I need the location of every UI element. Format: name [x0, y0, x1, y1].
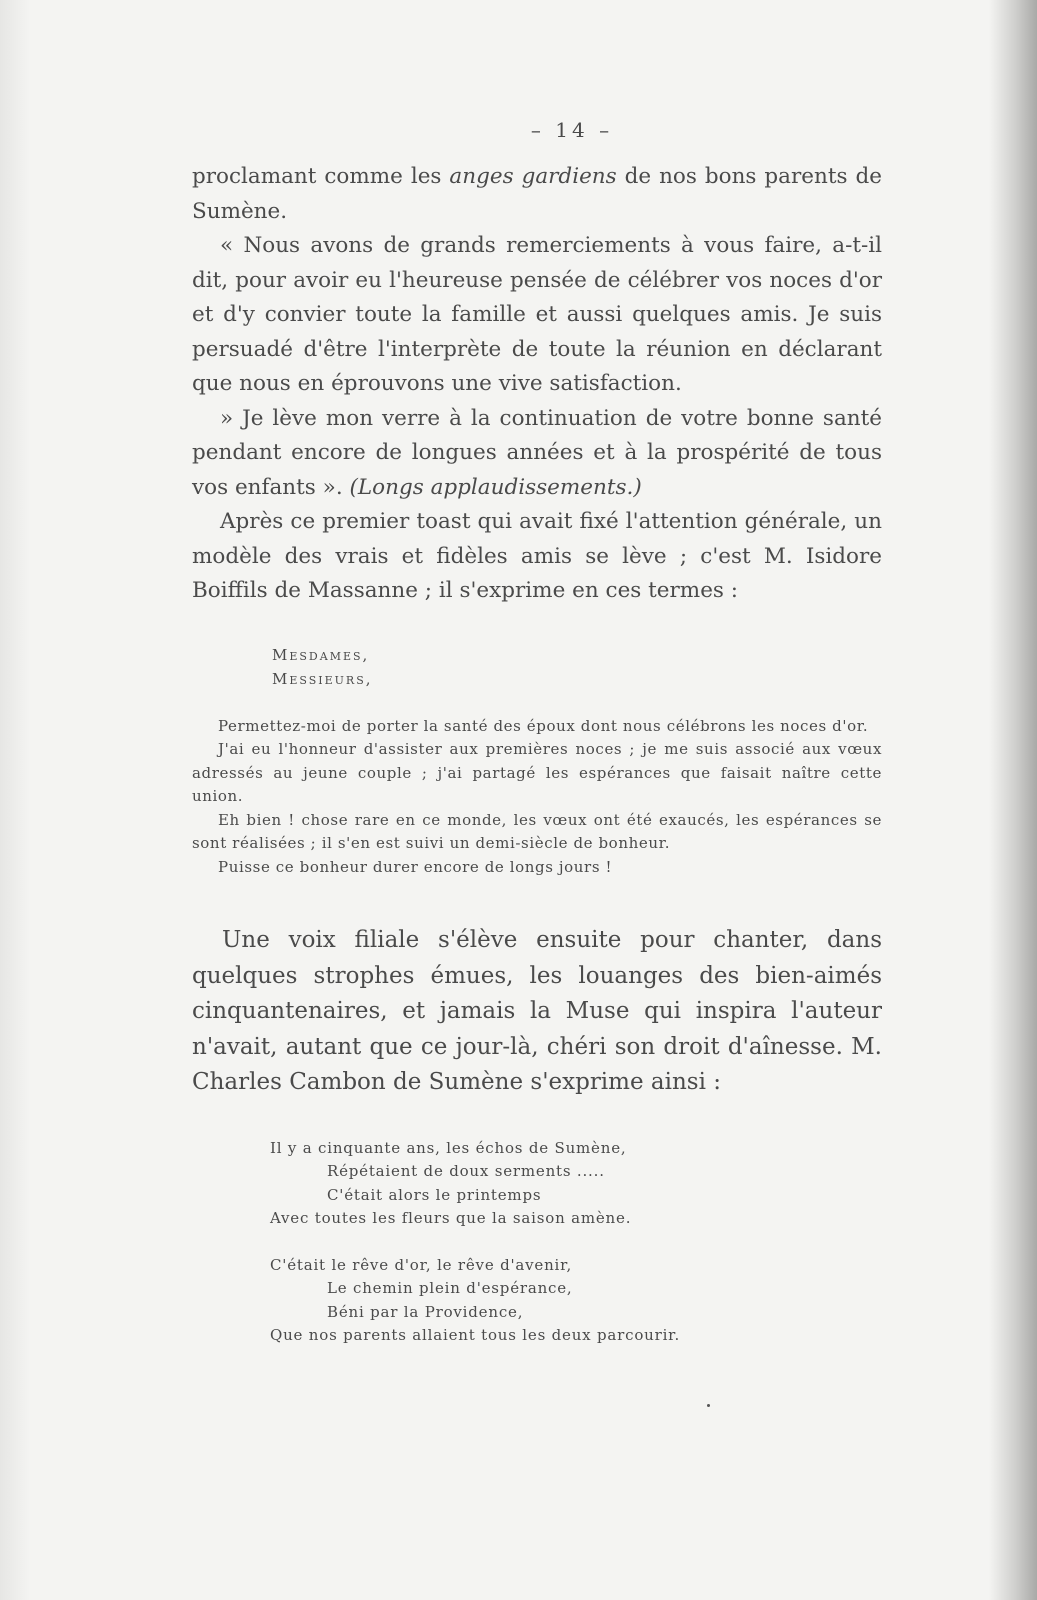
salutation-mesdames: Mesdames,: [272, 645, 370, 664]
poem-verse: Que nos parents allaient tous les deux parcourir.: [270, 1326, 681, 1344]
scan-right-edge: [989, 0, 1037, 1600]
section-gap: [192, 879, 882, 923]
poem-verse: Répétaient de doux serments .....: [327, 1162, 605, 1180]
paragraph-continuation-start: proclamant comme les: [192, 164, 450, 189]
toast-closing-paragraph: [192, 402, 882, 506]
speech-paragraph-2: J'ai eu l'honneur d'assister aux premières noces ; je me suis associé aux vœux adressés au jeune couple ; j'ai partagé les espérances que faisait naître cette union.: [192, 740, 882, 805]
salutation-messieurs: Messieurs,: [272, 669, 373, 688]
speech-paragraph-4: Puisse ce bonheur durer encore de longs jours !: [218, 857, 613, 876]
scan-left-edge: [0, 0, 30, 1600]
poem-verse: Il y a cinquante ans, les échos de Sumène,: [270, 1138, 627, 1157]
poem-stanza-1: [192, 1137, 882, 1231]
poem-verse: C'était alors le printemps: [327, 1185, 542, 1204]
speech-paragraph-1: Permettez-moi de porter la santé des époux dont nous célébrons les noces d'or.: [218, 716, 869, 735]
paragraph-continuation: [192, 160, 882, 229]
poem-verse: Avec toutes les fleurs que la saison amène.: [270, 1209, 632, 1227]
anges-gardiens-phrase: anges gardiens: [449, 164, 617, 189]
ink-speck: [707, 1404, 710, 1407]
poem-stanza-2: [192, 1254, 882, 1348]
poem-introduction-paragraph: Une voix filiale s'élève ensuite pour chanter, dans quelques strophes émues, les louanges des bien-aimés cinquantenaires, et jamais la Muse qui inspira l'auteur n'avait, autant que ce jour-là, chéri son droit d'aînesse. M. Charles Cambon de Sumène s'exprime ainsi :: [192, 927, 882, 1095]
applause-note: (Longs applaudissements.): [349, 474, 642, 500]
poem: [192, 1137, 882, 1348]
poem-verse: Le chemin plein d'espérance,: [327, 1279, 573, 1297]
toast-speech-paragraph: « Nous avons de grands remerciements à vous faire, a-t-il dit, pour avoir eu l'heureuse pensée de célébrer vos noces d'or et d'y convier toute la famille et aussi quelques amis. Je suis persuadé d'être l'interprète de toute la réunion en déclarant que nous en éprouvons une vive satisfaction.: [192, 233, 882, 396]
paragraph-continuation-end: de nos bons parents de Sumène.: [192, 164, 882, 224]
salutation: [192, 643, 882, 691]
poem-verse: Béni par la Providence,: [327, 1302, 524, 1321]
toast-closing-text: » Je lève mon verre à la continuation de votre bonne santé pendant encore de longues années et à la prospérité de tous vos enfants ».: [192, 405, 882, 500]
speech-paragraph-3: Eh bien ! chose rare en ce monde, les vœux ont été exaucés, les espérances se sont réalisées ; il s'en est suivi un demi-siècle de bonheur.: [192, 810, 882, 852]
page-number: – 14 –: [530, 118, 614, 142]
narration-paragraph: Après ce premier toast qui avait fixé l'attention générale, un modèle des vrais et fidèles amis se lève ; c'est M. Isidore Boiffils de Massanne ; il s'exprime en ces termes :: [192, 509, 882, 603]
poem-verse: C'était le rêve d'or, le rêve d'avenir,: [270, 1255, 573, 1274]
book-page: [192, 118, 882, 1371]
